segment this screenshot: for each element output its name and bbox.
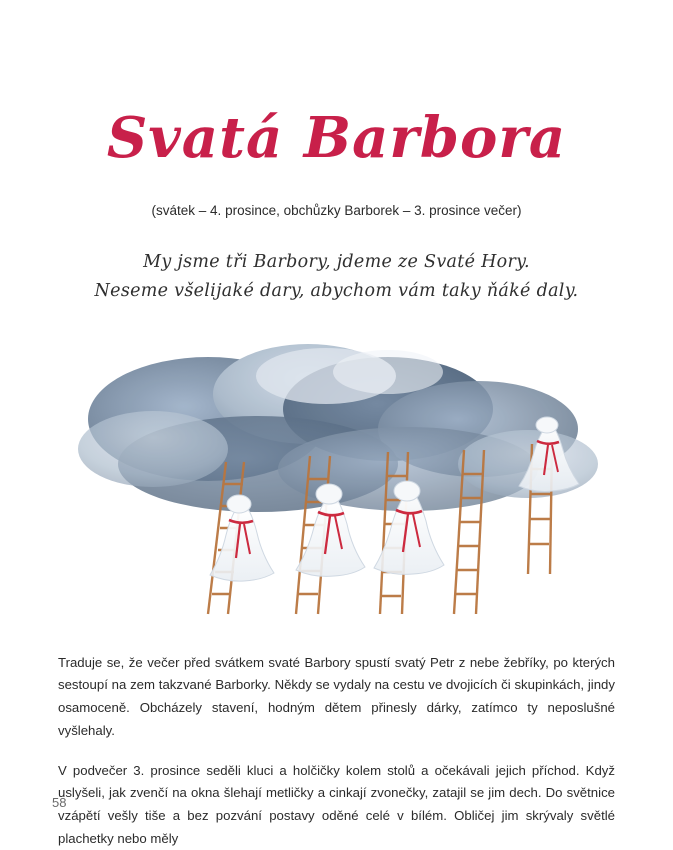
- illustration-svg: [58, 324, 615, 634]
- document-page: [0, 38, 673, 846]
- paragraph-1: Traduje se, že večer před svátkem svaté Barbory spustí svatý Petr z nebe žebříky, po kterých sestoupí na zem takzvané Barborky. Někdy se vydaly na cestu ve dvojicích či skupinkách, jindy osamoceně. Obcházely stavení, hodným dětem přinesly dárky, zatímco ty neposlušné vyšlehaly.: [58, 654, 615, 738]
- page-title: Svatá Barbora: [106, 104, 567, 171]
- rhyme-block: [58, 248, 615, 306]
- illustration-watercolor-cloud: [58, 324, 615, 634]
- rhyme-line-1: My jsme tři Barbory, jdeme ze Svaté Hory.: [143, 252, 530, 273]
- rhyme-line-2: Neseme všelijaké dary, abychom vám taky ňáké daly.: [94, 280, 579, 301]
- paragraph-2: V podvečer 3. prosince seděli kluci a holčičky kolem stolů a očekávali jejich příchod. Když uslyšeli, jak zvenčí na okna šlehají metličky a cinkají zvonečky, zatajil se jim dech. Do světnice vzápětí vešly tiše a bez pozvání postavy oděné celé v bílém. Obličej jim skrývaly světlé plachetky nebo měly: [58, 762, 615, 846]
- page-number: 58: [52, 794, 67, 810]
- page-subtitle: (svátek – 4. prosince, obchůzky Barborek – 3. prosince večer): [151, 203, 522, 219]
- body-text: [58, 652, 615, 850]
